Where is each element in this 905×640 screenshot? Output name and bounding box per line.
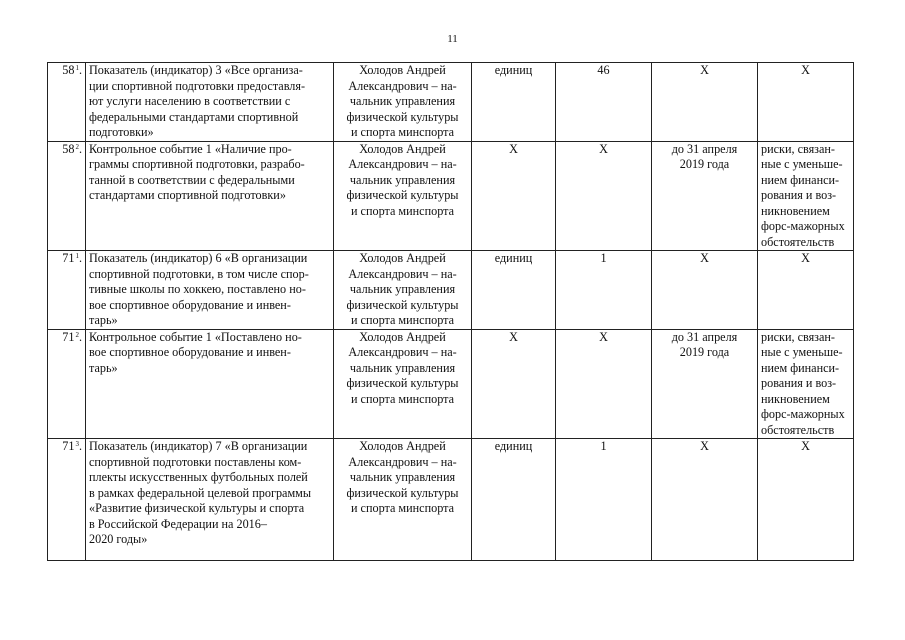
responsible-person xyxy=(334,63,472,142)
responsible-person xyxy=(334,251,472,330)
desc-line: Показатель (индикатор) 7 «В организации xyxy=(89,439,308,453)
row-number-dot: . xyxy=(78,329,82,344)
resp-line: Холодов Андрей xyxy=(359,141,446,156)
desc-line: Показатель (индикатор) 3 «Все организа- xyxy=(89,63,303,77)
indicator-description xyxy=(86,63,334,142)
deadline-cell xyxy=(652,141,758,251)
desc-line: стандартами спортивной подготовки» xyxy=(89,188,286,202)
resp-line: физической культуры xyxy=(346,109,459,124)
unit-cell: единиц xyxy=(472,439,556,561)
resp-line: и спорта минспорта xyxy=(350,313,455,327)
page-number: 11 xyxy=(447,33,458,45)
desc-line: ции спортивной подготовки предоставля- xyxy=(89,78,306,93)
row-number-main: 58 xyxy=(62,63,75,77)
deadline-line: до 31 апреля xyxy=(671,141,738,156)
risks-cell xyxy=(758,439,854,561)
risk-line: ные с уменьше- xyxy=(761,345,843,359)
desc-line: вое спортивное оборудование и инвен- xyxy=(89,345,291,359)
table-row xyxy=(48,439,854,561)
resp-line: и спорта минспорта xyxy=(350,501,455,515)
row-number-main: 71 xyxy=(62,329,75,344)
indicator-description xyxy=(86,141,334,251)
deadline-cell xyxy=(652,251,758,330)
deadline-line: 2019 года xyxy=(679,157,730,171)
resp-line: физической культуры xyxy=(346,188,459,202)
deadline-line: Х xyxy=(700,439,709,453)
desc-line: 2020 годы» xyxy=(89,532,148,546)
desc-line: Показатель (индикатор) 6 «В организации xyxy=(89,251,308,265)
unit-cell: единиц xyxy=(472,63,556,142)
resp-line: и спорта минспорта xyxy=(350,391,455,406)
row-number xyxy=(48,63,86,142)
risk-line: форс-мажорных xyxy=(761,219,845,233)
risk-line: обстоятельств xyxy=(761,234,835,249)
row-number-main: 58 xyxy=(62,141,75,156)
resp-line: чальник управления xyxy=(349,470,456,484)
indicator-description xyxy=(86,251,334,330)
resp-line: физической культуры xyxy=(346,297,459,312)
resp-line: физической культуры xyxy=(346,485,459,500)
desc-line: граммы спортивной подготовки, разрабо- xyxy=(89,157,305,171)
risk-line: рования и воз- xyxy=(761,376,837,390)
resp-line: Холодов Андрей xyxy=(359,329,446,344)
row-number xyxy=(48,439,86,561)
risk-line: риски, связан- xyxy=(761,141,835,156)
unit-cell: Х xyxy=(472,329,556,439)
resp-line: Александрович – на- xyxy=(348,266,457,281)
deadline-cell xyxy=(652,329,758,439)
desc-line: подготовки» xyxy=(89,125,154,139)
desc-line: Контрольное событие 1 «Поставлено но- xyxy=(89,329,302,344)
resp-line: Холодов Андрей xyxy=(359,63,446,77)
risk-line: нием финанси- xyxy=(761,172,840,187)
table-row xyxy=(48,63,854,142)
desc-line: тарь» xyxy=(89,313,118,327)
unit-cell: единиц xyxy=(472,251,556,330)
resp-line: физической культуры xyxy=(346,376,459,390)
desc-line: Контрольное событие 1 «Наличие про- xyxy=(89,141,292,156)
risks-cell xyxy=(758,141,854,251)
resp-line: Холодов Андрей xyxy=(359,251,446,265)
row-number-superscript: 2 xyxy=(75,330,79,339)
desc-line: танной в соответствии с федеральными xyxy=(89,172,295,187)
risk-line: нием финанси- xyxy=(761,360,840,375)
row-number-dot: . xyxy=(78,141,82,156)
resp-line: чальник управления xyxy=(349,282,456,296)
risks-cell xyxy=(758,251,854,330)
deadline-line: 2019 года xyxy=(679,345,730,359)
desc-line: спортивной подготовки поставлены ком- xyxy=(89,454,302,469)
row-number-superscript: 3 xyxy=(75,440,79,448)
resp-line: Александрович – на- xyxy=(348,454,457,469)
risk-line: рования и воз- xyxy=(761,188,837,202)
resp-line: Холодов Андрей xyxy=(359,439,446,453)
risk-line: Х xyxy=(801,251,810,265)
row-number-dot: . xyxy=(78,251,82,265)
row-number-superscript: 2 xyxy=(75,142,79,151)
value-cell: 1 xyxy=(556,439,652,561)
risk-line: обстоятельств xyxy=(761,422,835,437)
resp-line: Александрович – на- xyxy=(348,345,457,359)
desc-line: тарь» xyxy=(89,360,118,375)
responsible-person xyxy=(334,439,472,561)
row-number-dot: . xyxy=(78,63,82,77)
row-number-superscript: 1 xyxy=(75,252,79,260)
resp-line: чальник управления xyxy=(349,360,456,375)
desc-line: «Развитие физической культуры и спорта xyxy=(89,501,305,515)
value-cell: 1 xyxy=(556,251,652,330)
indicator-description xyxy=(86,329,334,439)
row-number-main: 71 xyxy=(62,251,75,265)
table-row xyxy=(48,329,854,439)
risk-line: Х xyxy=(801,439,810,453)
risk-line: Х xyxy=(801,63,810,77)
resp-line: и спорта минспорта xyxy=(350,125,455,139)
risk-line: форс-мажорных xyxy=(761,407,845,421)
risk-line: ные с уменьше- xyxy=(761,157,843,171)
resp-line: и спорта минспорта xyxy=(350,203,455,218)
desc-line: вое спортивное оборудование и инвен- xyxy=(89,297,291,312)
value-cell: 46 xyxy=(556,63,652,142)
row-number xyxy=(48,251,86,330)
responsible-person xyxy=(334,141,472,251)
responsible-person xyxy=(334,329,472,439)
desc-line: в рамках федеральной целевой программы xyxy=(89,485,312,500)
resp-line: чальник управления xyxy=(349,172,456,187)
resp-line: Александрович – на- xyxy=(348,78,457,93)
desc-line: ют услуги населению в соответствии с xyxy=(89,94,291,108)
row-number xyxy=(48,141,86,251)
row-number-superscript: 1 xyxy=(75,64,79,72)
value-cell: Х xyxy=(556,141,652,251)
risks-cell xyxy=(758,63,854,142)
row-number-dot: . xyxy=(78,439,82,453)
plan-table xyxy=(47,62,854,561)
deadline-line: Х xyxy=(700,251,709,265)
deadline-line: до 31 апреля xyxy=(671,329,738,344)
deadline-line: Х xyxy=(700,63,709,77)
desc-line: тивные школы по хоккею, поставлено но- xyxy=(89,282,306,296)
risk-line: риски, связан- xyxy=(761,329,835,344)
resp-line: чальник управления xyxy=(349,94,456,108)
row-number xyxy=(48,329,86,439)
risk-line: никновением xyxy=(761,391,830,406)
value-cell: Х xyxy=(556,329,652,439)
unit-cell: Х xyxy=(472,141,556,251)
row-number-main: 71 xyxy=(62,439,75,453)
desc-line: федеральными стандартами спортивной xyxy=(89,109,299,124)
table-row xyxy=(48,251,854,330)
deadline-cell xyxy=(652,439,758,561)
desc-line: плекты искусственных футбольных полей xyxy=(89,470,308,484)
risk-line: никновением xyxy=(761,203,830,218)
desc-line: в Российской Федерации на 2016– xyxy=(89,516,267,531)
deadline-cell xyxy=(652,63,758,142)
desc-line: спортивной подготовки, в том числе спор- xyxy=(89,266,309,281)
resp-line: Александрович – на- xyxy=(348,157,457,171)
table-row xyxy=(48,141,854,251)
indicator-description xyxy=(86,439,334,561)
risks-cell xyxy=(758,329,854,439)
